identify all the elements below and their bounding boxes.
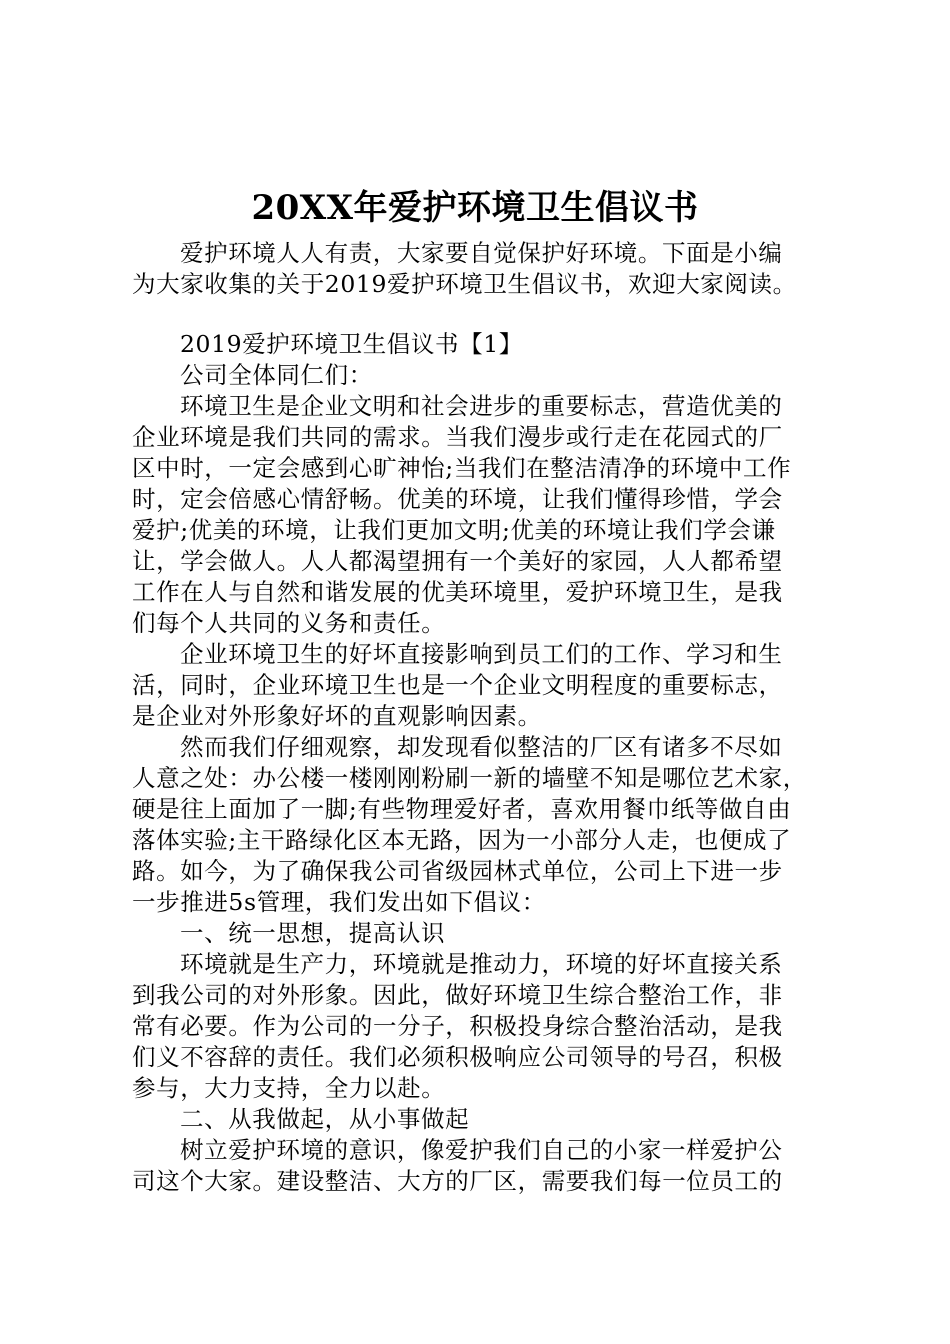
paragraph-line: 然而我们仔细观察，却发现看似整洁的厂区有诸多不尽如	[180, 733, 783, 761]
section-heading: 2019爱护环境卫生倡议书【1】	[180, 330, 523, 358]
paragraph-line: 树立爱护环境的意识，像爱护我们自己的小家一样爱护公	[180, 1136, 783, 1164]
paragraph-line: 到我公司的对外形象。因此，做好环境卫生综合整治工作，非	[132, 981, 783, 1009]
paragraph-line: 落体实验;主干路绿化区本无路，因为一小部分人走，也便成了	[132, 826, 792, 854]
paragraph-line: 爱护;优美的环境，让我们更加文明;优美的环境让我们学会谦	[132, 516, 776, 544]
paragraph-line: 活，同时，企业环境卫生也是一个企业文明程度的重要标志，	[132, 671, 783, 699]
point-heading: 一、统一思想，提高认识	[180, 919, 446, 947]
paragraph-line: 时，定会倍感心情舒畅。优美的环境，让我们懂得珍惜，学会	[132, 485, 783, 513]
paragraph-line: 工作在人与自然和谐发展的优美环境里，爱护环境卫生，是我	[132, 578, 783, 606]
paragraph-line: 常有必要。作为公司的一分子，积极投身综合整治活动，是我	[132, 1012, 783, 1040]
paragraph-line: 一步推进5s管理，我们发出如下倡议：	[132, 888, 546, 916]
paragraph-line: 硬是往上面加了一脚;有些物理爱好者，喜欢用餐巾纸等做自由	[132, 795, 792, 823]
document-title: 20XX年爱护环境卫生倡议书	[251, 188, 699, 228]
paragraph-line: 参与，大力支持，全力以赴。	[132, 1074, 446, 1102]
salutation: 公司全体同仁们：	[180, 361, 373, 389]
paragraph-line: 们义不容辞的责任。我们必须积极响应公司领导的号召，积极	[132, 1043, 783, 1071]
paragraph-line: 让，学会做人。人人都渴望拥有一个美好的家园，人人都希望	[132, 547, 783, 575]
paragraph-line: 企业环境是我们共同的需求。当我们漫步或行走在花园式的厂	[132, 423, 783, 451]
paragraph-line: 司这个大家。建设整洁、大方的厂区，需要我们每一位员工的	[132, 1167, 783, 1195]
intro-line: 为大家收集的关于2019爱护环境卫生倡议书，欢迎大家阅读。	[132, 270, 797, 298]
paragraph-line: 们每个人共同的义务和责任。	[132, 609, 446, 637]
paragraph-line: 区中时，一定会感到心旷神怡;当我们在整洁清净的环境中工作	[132, 454, 792, 482]
point-heading: 二、从我做起，从小事做起	[180, 1105, 470, 1133]
paragraph-line: 路。如今，为了确保我公司省级园林式单位，公司上下进一步	[132, 857, 783, 885]
paragraph-line: 环境就是生产力，环境就是推动力，环境的好坏直接关系	[180, 950, 783, 978]
paragraph-line: 人意之处：办公楼一楼刚刚粉刷一新的墙壁不知是哪位艺术家，	[132, 764, 807, 792]
intro-line: 爱护环境人人有责，大家要自觉保护好环境。下面是小编	[180, 239, 783, 267]
paragraph-line: 企业环境卫生的好坏直接影响到员工们的工作、学习和生	[180, 640, 783, 668]
paragraph-line: 是企业对外形象好坏的直观影响因素。	[132, 702, 542, 730]
paragraph-line: 环境卫生是企业文明和社会进步的重要标志，营造优美的	[180, 392, 783, 420]
